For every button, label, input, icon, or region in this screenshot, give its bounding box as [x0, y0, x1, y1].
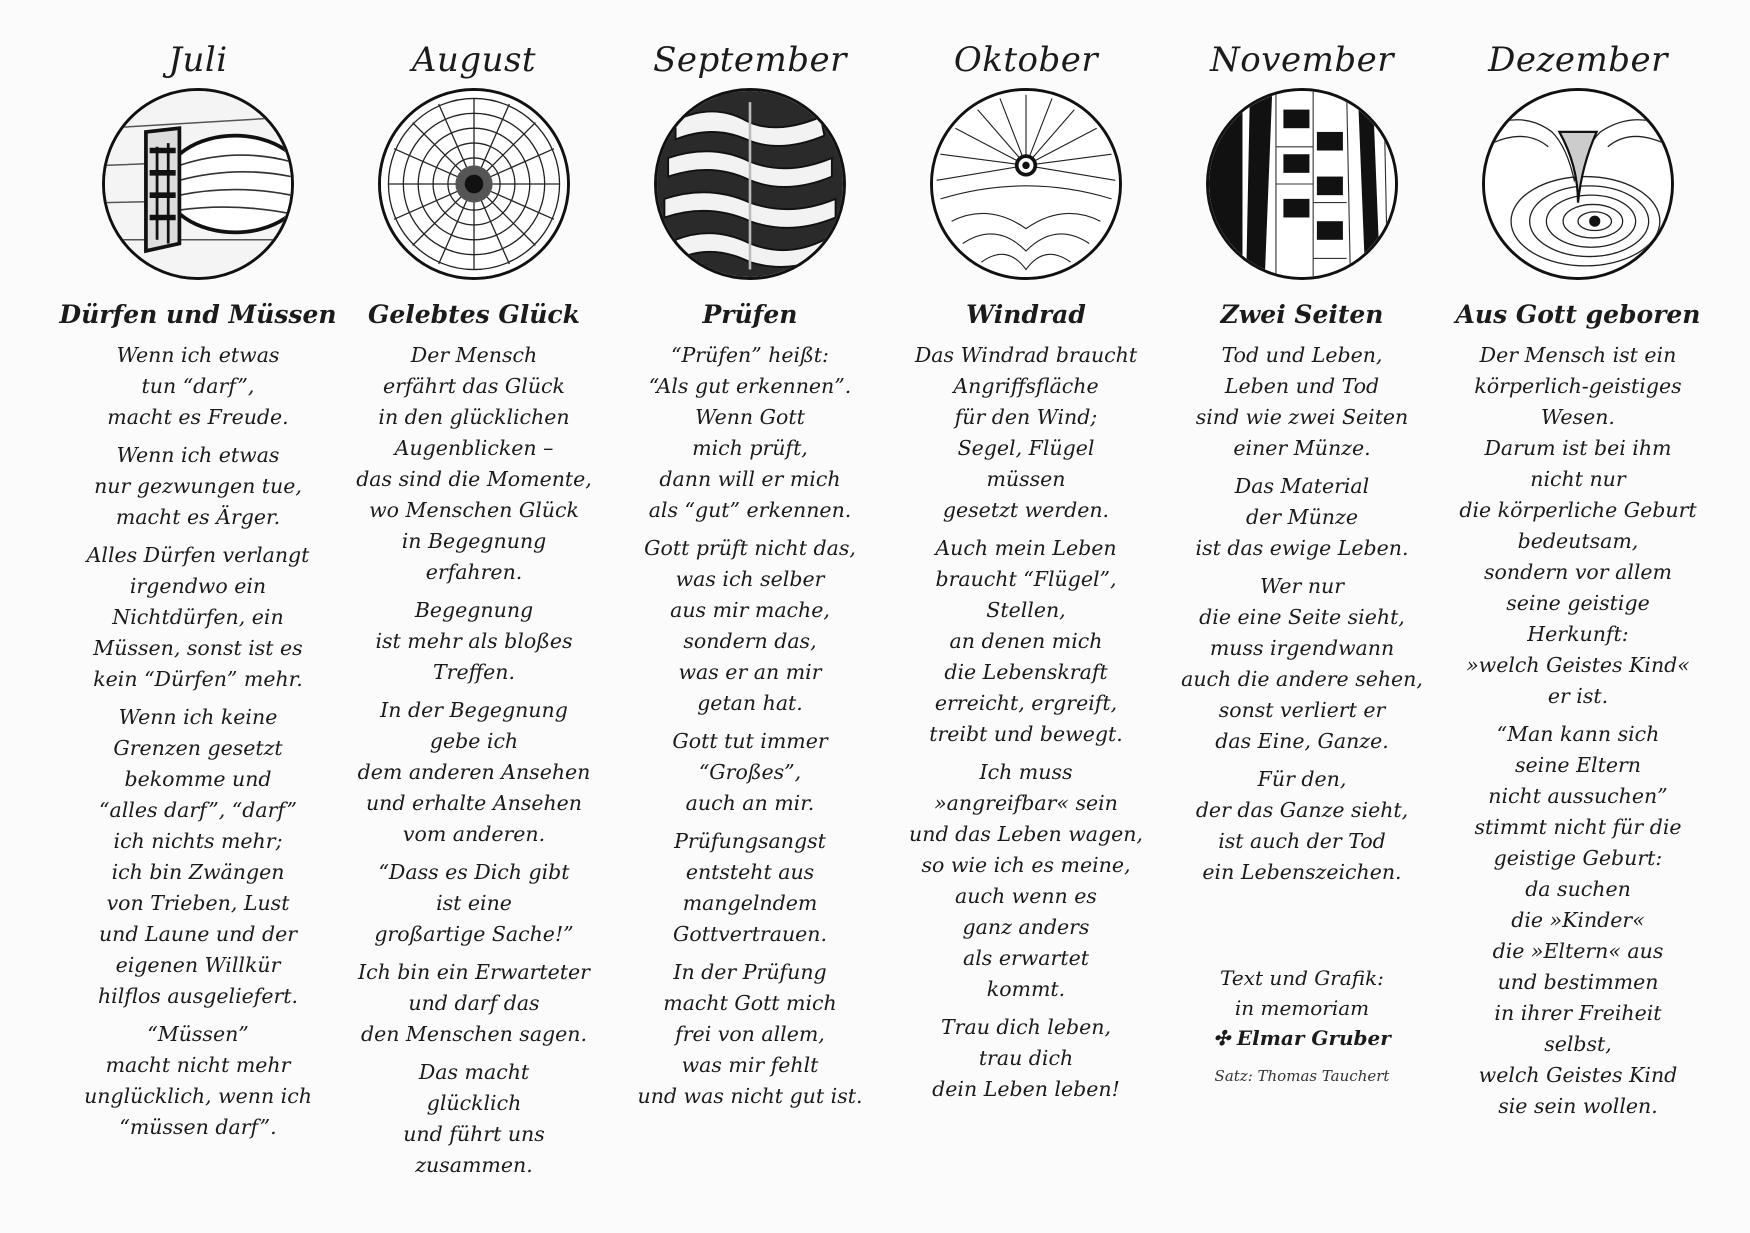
stanza [638, 826, 863, 950]
text-line: »welch Geistes Kind« [1466, 653, 1690, 677]
month-column-august [354, 40, 594, 1220]
text-line: wo Menschen Glück [369, 498, 579, 522]
text-line: sonst verliert er [1218, 698, 1386, 722]
text-line: unglücklich, wenn ich [84, 1084, 312, 1108]
text-line: Das macht [418, 1060, 530, 1084]
text-line: In der Begegnung [380, 698, 568, 722]
text-line: Nichtdürfen, ein [112, 605, 284, 629]
stanza [84, 702, 312, 1012]
text-line: erfährt das Glück [383, 374, 565, 398]
text-line: tun “darf”, [141, 374, 255, 398]
text-line: zusammen. [415, 1153, 533, 1177]
text-line: Ich muss [979, 760, 1073, 784]
text-line: großartige Sache!” [374, 922, 574, 946]
text-line: Das Windrad braucht [914, 343, 1138, 367]
text-line: irgendwo ein [129, 574, 267, 598]
stanza [356, 695, 592, 850]
stanza [638, 726, 863, 819]
poem-text [1459, 340, 1696, 1129]
text-line: sondern das, [683, 629, 817, 653]
stanza [84, 1019, 312, 1143]
section-heading: Aus Gott geboren [1455, 300, 1701, 329]
text-line: “Dass es Dich gibt [378, 860, 570, 884]
text-line: Gott tut immer [672, 729, 828, 753]
text-line: auch wenn es [955, 884, 1097, 908]
text-line: Müssen, sonst ist es [93, 636, 303, 660]
text-line: körperlich-geistiges [1474, 374, 1682, 398]
section-heading: Windrad [966, 300, 1086, 329]
text-line: getan hat. [697, 691, 803, 715]
text-line: Das Material [1234, 474, 1370, 498]
stanza [356, 1057, 592, 1181]
text-line: nicht nur [1530, 467, 1626, 491]
text-line: welch Geistes Kind [1478, 1063, 1678, 1087]
stanza [1459, 340, 1696, 712]
poem-text [356, 340, 592, 1188]
text-line: dem anderen Ansehen [357, 760, 591, 784]
month-column-november [1182, 40, 1422, 1220]
section-heading: Prüfen [702, 300, 798, 329]
text-line: einer Münze. [1233, 436, 1371, 460]
text-line: der das Ganze sieht, [1195, 798, 1409, 822]
stanza [909, 1012, 1143, 1105]
text-line: seine geistige [1506, 591, 1650, 615]
text-line: »angreifbar« sein [934, 791, 1118, 815]
text-line: Für den, [1257, 767, 1347, 791]
text-line: und bestimmen [1497, 970, 1659, 994]
text-line: und führt uns [403, 1122, 545, 1146]
text-line: erfahren. [425, 560, 523, 584]
credits-typesetting: Satz: Thomas Tauchert [1214, 1067, 1390, 1085]
text-line: “Prüfen” heißt: [671, 343, 829, 367]
text-line: Gott prüft nicht das, [644, 536, 856, 560]
stanza [356, 340, 592, 588]
text-line: die körperliche Geburt [1459, 498, 1697, 522]
month-title: Oktober [953, 40, 1099, 80]
text-line: Wenn ich keine [118, 705, 278, 729]
two-sides-pattern-icon [1206, 88, 1398, 280]
poem-text [84, 340, 312, 1150]
text-line: da suchen [1525, 877, 1631, 901]
text-line: und erhalte Ansehen [365, 791, 583, 815]
text-line: Ich bin ein Erwarteter [358, 960, 590, 984]
text-line: vom anderen. [402, 822, 546, 846]
text-line: was mir fehlt [681, 1053, 819, 1077]
text-line: so wie ich es meine, [921, 853, 1131, 877]
text-line: ein Lebenszeichen. [1202, 860, 1402, 884]
text-line: ist eine [436, 891, 512, 915]
text-line: er ist. [1547, 684, 1609, 708]
stanza [84, 440, 312, 533]
text-line: seine Eltern [1515, 753, 1641, 777]
text-line: kein “Dürfen” mehr. [93, 667, 303, 691]
text-line: ganz anders [962, 915, 1090, 939]
stanza [638, 957, 863, 1112]
text-line: eigenen Willkür [115, 953, 281, 977]
text-line: das sind die Momente, [356, 467, 592, 491]
text-line: ich nichts mehr; [113, 829, 283, 853]
text-line: “Als gut erkennen”. [648, 374, 852, 398]
stanza [1459, 719, 1696, 1122]
credits-label: Text und Grafik: [1220, 966, 1384, 990]
text-line: Auch mein Leben [935, 536, 1117, 560]
text-line: macht es Ärger. [115, 505, 281, 529]
stanza [1181, 471, 1423, 564]
text-line: sind wie zwei Seiten [1195, 405, 1409, 429]
stanza [356, 857, 592, 950]
text-line: Gottvertrauen. [672, 922, 828, 946]
text-line: in ihrer Freiheit [1494, 1001, 1662, 1025]
text-line: Stellen, [986, 598, 1066, 622]
text-line: geistige Geburt: [1493, 846, 1663, 870]
text-line: Angriffsfläche [953, 374, 1099, 398]
text-line: entsteht aus [685, 860, 815, 884]
text-line: erreicht, ergreift, [934, 691, 1118, 715]
text-line: Begegnung [414, 598, 534, 622]
month-title: August [411, 40, 537, 80]
text-line: “Man kann sich [1496, 722, 1660, 746]
text-line: auch die andere sehen, [1181, 667, 1423, 691]
stanza [356, 957, 592, 1050]
sunflower-icon [378, 88, 570, 280]
text-line: nicht aussuchen” [1488, 784, 1668, 808]
poem-text [1181, 340, 1423, 895]
text-line: müssen [986, 467, 1066, 491]
text-line: Treffen. [433, 660, 515, 684]
month-column-september [630, 40, 870, 1220]
text-line: Darum ist bei ihm [1484, 436, 1672, 460]
month-column-dezember [1455, 40, 1701, 1220]
text-line: macht es Freude. [107, 405, 289, 429]
text-line: dann will er mich [659, 467, 841, 491]
text-line: frei von allem, [675, 1022, 825, 1046]
text-line: in den glücklichen [378, 405, 570, 429]
credits-author: ✣ Elmar Gruber [1213, 1026, 1391, 1050]
text-line: sie sein wollen. [1498, 1094, 1658, 1118]
text-line: Prüfungsangst [674, 829, 826, 853]
wave-pattern-icon [654, 88, 846, 280]
month-column-oktober [906, 40, 1146, 1220]
spiral-birth-icon [1482, 88, 1674, 280]
text-line: braucht “Flügel”, [935, 567, 1117, 591]
text-line: muss irgendwann [1209, 636, 1395, 660]
text-line: selbst, [1544, 1032, 1612, 1056]
text-line: die »Eltern« aus [1492, 939, 1664, 963]
month-title: September [653, 40, 847, 80]
text-line: und Laune und der [98, 922, 298, 946]
text-line: “müssen darf”. [119, 1115, 277, 1139]
stanza [356, 595, 592, 688]
text-line: “Großes”, [698, 760, 802, 784]
section-heading: Dürfen und Müssen [59, 300, 337, 329]
text-line: Der Mensch ist ein [1479, 343, 1677, 367]
text-line: als erwartet [963, 946, 1089, 970]
text-line: mich prüft, [692, 436, 808, 460]
text-line: gebe ich [429, 729, 519, 753]
text-line: kommt. [986, 977, 1066, 1001]
text-line: die Lebenskraft [944, 660, 1108, 684]
month-title: Juli [168, 40, 228, 80]
text-line: die »Kinder« [1511, 908, 1645, 932]
text-line: in Begegnung [401, 529, 547, 553]
stanza [909, 757, 1143, 1005]
text-line: mangelndem [682, 891, 818, 915]
stanza [1181, 764, 1423, 888]
text-line: Wenn ich etwas [116, 343, 280, 367]
text-line: Augenblicken – [394, 436, 554, 460]
text-line: gesetzt werden. [942, 498, 1110, 522]
text-line: ist mehr als bloßes [375, 629, 573, 653]
text-line: die eine Seite sieht, [1199, 605, 1405, 629]
text-line: “alles darf”, “darf” [99, 798, 297, 822]
text-line: und das Leben wagen, [909, 822, 1143, 846]
poem-text [909, 340, 1143, 1112]
text-line: Herkunft: [1527, 622, 1629, 646]
month-column-juli [59, 40, 337, 1220]
text-line: Wenn ich etwas [116, 443, 280, 467]
text-line: und darf das [408, 991, 540, 1015]
stanza [84, 340, 312, 433]
text-line: trau dich [978, 1046, 1074, 1070]
credits-memoriam: in memoriam [1234, 996, 1370, 1020]
text-line: auch an mir. [685, 791, 815, 815]
text-line: Tod und Leben, [1221, 343, 1383, 367]
text-line: und was nicht gut ist. [637, 1084, 863, 1108]
text-line: Wesen. [1541, 405, 1615, 429]
text-line: macht nicht mehr [105, 1053, 291, 1077]
stanza [1181, 571, 1423, 757]
text-line: nur gezwungen tue, [94, 474, 302, 498]
credits [1213, 963, 1391, 1087]
windmill-icon [930, 88, 1122, 280]
text-line: Wer nur [1259, 574, 1345, 598]
stanza [638, 340, 863, 526]
stanza [909, 533, 1143, 750]
text-line: das Eine, Ganze. [1215, 729, 1389, 753]
stanza [909, 340, 1143, 526]
stanza [1181, 340, 1423, 464]
text-line: Grenzen gesetzt [113, 736, 283, 760]
month-columns [59, 40, 1701, 1220]
text-line: In der Prüfung [673, 960, 827, 984]
text-line: glücklich [426, 1091, 522, 1115]
poem-text [638, 340, 863, 1119]
text-line: Wenn Gott [695, 405, 805, 429]
stanza [638, 533, 863, 719]
text-line: aus mir mache, [670, 598, 830, 622]
text-line: von Trieben, Lust [106, 891, 290, 915]
text-line: “Müssen” [147, 1022, 249, 1046]
text-line: ist das ewige Leben. [1195, 536, 1409, 560]
calligraphy-scroll-icon [102, 88, 294, 280]
text-line: treibt und bewegt. [929, 722, 1123, 746]
month-title: Dezember [1488, 40, 1668, 80]
text-line: Segel, Flügel [957, 436, 1095, 460]
text-line: für den Wind; [954, 405, 1098, 429]
text-line: Trau dich leben, [941, 1015, 1111, 1039]
text-line: sondern vor allem [1484, 560, 1672, 584]
text-line: an denen mich [949, 629, 1103, 653]
text-line: Leben und Tod [1224, 374, 1380, 398]
text-line: hilflos ausgeliefert. [97, 984, 299, 1008]
text-line: stimmt nicht für die [1474, 815, 1682, 839]
stanza [84, 540, 312, 695]
text-line: Alles Dürfen verlangt [86, 543, 310, 567]
text-line: als “gut” erkennen. [648, 498, 852, 522]
text-line: was ich selber [675, 567, 825, 591]
text-line: was er an mir [678, 660, 822, 684]
text-line: bedeutsam, [1517, 529, 1639, 553]
text-line: bekomme und [124, 767, 272, 791]
section-heading: Gelebtes Glück [368, 300, 580, 329]
text-line: Der Mensch [410, 343, 538, 367]
text-line: ich bin Zwängen [111, 860, 285, 884]
month-title: November [1210, 40, 1394, 80]
text-line: ist auch der Tod [1218, 829, 1386, 853]
text-line: den Menschen sagen. [360, 1022, 588, 1046]
section-heading: Zwei Seiten [1220, 300, 1384, 329]
text-line: dein Leben leben! [932, 1077, 1120, 1101]
text-line: macht Gott mich [663, 991, 837, 1015]
text-line: der Münze [1246, 505, 1358, 529]
